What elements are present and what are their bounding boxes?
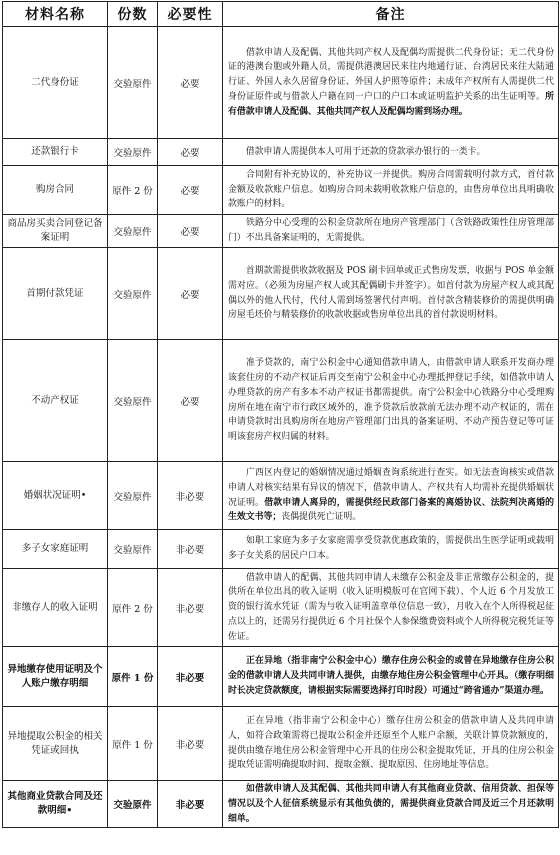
remarks-text: 首期款需提供收款收据及 POS 刷卡回单或正式售房发票，收据与 POS 单金额需对应。（必须为房屋产权人或其配偶刷卡并签字）。如首付款为房屋产权人或其配偶以外的他人代付，代付人需到场签署代付声明。首付款含精装修价的需提供明确房屋毛坯价与精装修价的收款收据或售房单位出具的首付款说明材料。	[228, 265, 554, 321]
material-name-cell: 不动产权证	[3, 340, 108, 462]
materials-table	[2, 1, 559, 828]
material-name-cell: 购房合同	[3, 166, 108, 215]
necessity-cell: 非必要	[158, 781, 223, 828]
remarks-emphasis-text: 借款申请人离异的，需提供经民政部门备案的离婚协议、法院判决离婚的生效文书等；	[228, 497, 555, 523]
necessity-cell: 必要	[158, 166, 223, 215]
necessity-cell: 必要	[158, 215, 223, 248]
remarks-cell	[223, 166, 559, 215]
remarks-cell	[223, 248, 559, 340]
copies-cell: 原件 2 份	[108, 166, 158, 215]
table-row	[3, 569, 559, 647]
necessity-cell: 必要	[158, 248, 223, 340]
remarks-text: 如职工家庭为多子女家庭需享受贷款优惠政策的，需提供出生医学证明或载明多子女关系的居民户口本。	[228, 536, 554, 561]
table-row	[3, 248, 559, 340]
remarks-text: 合同附有补充协议的，补充协议一并提供。购房合同需载明付款方式，首付款金额及收款账户信息。如购房合同未载明收款账户信息的，由售房单位出具明确收款账户的材料。	[228, 169, 554, 210]
remarks-text: 正在异地（指非南宁公积金中心）缴存住房公积金的借款申请人及共同申请人，如符合政策需将已提取公积金并还原至个人账户余额，关联计算贷款额度的，提供由缴存地住房公积金管理中心开具的住房公积金提取凭证，开具的住房公积金提取凭证需明确提取时间、提取金额、提取原因、住房地址等信息。	[228, 715, 554, 771]
necessity-cell: 必要	[158, 139, 223, 166]
remarks-text: 借款申请人需提供本人可用于还款的贷款承办银行的一类卡。	[245, 146, 486, 157]
necessity-cell: 非必要	[158, 530, 223, 569]
remarks-text: 广西区内登记的婚姻情况通过婚姻查询系统进行查实。如无法查询核实或借款申请人对核实结果有异议的情况下，借款申请人、产权共有人均需补充提供婚姻状况证明。	[228, 467, 554, 508]
table-row	[3, 530, 559, 569]
copies-cell: 交验原件	[108, 215, 158, 248]
remarks-emphasis-text: 正在异地（指非南宁公积金中心）缴存住房公积金的或曾在异地缴存住房公积金的借款申请人及共同申请人提供，由缴存地住房公积金管理中心开具。（缴存明细时长决定贷款额度，请根据实际需要选择打印时段）可通过“跨省通办”渠道办理。	[228, 656, 554, 696]
remarks-cell	[223, 569, 559, 647]
copies-cell: 交验原件	[108, 530, 158, 569]
remarks-cell	[223, 340, 559, 462]
table-body	[3, 27, 559, 828]
copies-cell: 交验原件	[108, 27, 158, 139]
material-name-cell: 多子女家庭证明	[3, 530, 108, 569]
table-row	[3, 462, 559, 530]
remarks-tail-text: 丧偶提供死亡证明。	[281, 512, 362, 523]
header-necessity: 必要性	[158, 2, 223, 27]
necessity-cell: 非必要	[158, 647, 223, 707]
table-row	[3, 707, 559, 781]
material-name-cell: 商品房买卖合同登记备案证明	[3, 215, 108, 248]
material-name-cell: 非缴存人的收入证明	[3, 569, 108, 647]
remarks-text: 借款申请人的配偶、其他共同申请人未缴存公积金及非正常缴存公积金的，提供所在单位出具的收入证明（收入证明模版可在官网下载）、个人近 6 个月发放工资的银行流水凭证（需为与收入证明盖章单位信息一致），月收入在个人所得税起征点以上的，还需另行提供近 6 个月社保个人参保缴费资料或个人所得税完税凭证等佐证。	[228, 572, 554, 642]
header-copies: 份数	[108, 2, 158, 27]
remarks-cell	[223, 530, 559, 569]
table-row	[3, 215, 559, 248]
remarks-cell	[223, 707, 559, 781]
material-name-cell: 异地缴存使用证明及个人账户缴存明细	[3, 647, 108, 707]
header-material-name: 材料名称	[3, 2, 108, 27]
copies-cell: 原件 1 份	[108, 647, 158, 707]
copies-cell: 原件 1 份	[108, 707, 158, 781]
materials-table-container	[2, 1, 558, 828]
copies-cell: 原件 2 份	[108, 569, 158, 647]
table-row	[3, 781, 559, 828]
remarks-emphasis-text: 所有借款申请人及配偶、其他共同产权人及配偶均需到场办理。	[228, 91, 554, 117]
copies-cell: 交验原件	[108, 462, 158, 530]
copies-cell: 交验原件	[108, 248, 158, 340]
copies-cell: 交验原件	[108, 139, 158, 166]
remarks-cell	[223, 462, 559, 530]
table-row	[3, 340, 559, 462]
remarks-emphasis-text: 如借款申请人及其配偶、其他共同申请人有其他商业贷款、信用贷款、担保等情况以及个人征信系统显示有其他负债的，需提供商业贷款合同及近三个月还款明细单。	[228, 784, 554, 824]
table-row	[3, 27, 559, 139]
remarks-cell	[223, 139, 559, 166]
material-name-cell: 首期付款凭证	[3, 248, 108, 340]
table-row	[3, 647, 559, 707]
remarks-text: 铁路分中心受理的公积金贷款所在地房产管理部门（含铁路政策性住房管理部门）不出具备案证明的，无需提供。	[228, 218, 554, 243]
remarks-cell	[223, 215, 559, 248]
remarks-cell	[223, 781, 559, 828]
material-name-cell: 其他商业贷款合同及还款明细•	[3, 781, 108, 828]
copies-cell: 交验原件	[108, 340, 158, 462]
copies-cell: 交验原件	[108, 781, 158, 828]
table-row	[3, 139, 559, 166]
remarks-text: 准予贷款的，南宁公积金中心通知借款申请人，由借款申请人联系开发商办理该套住房的不动产权证后再交至南宁公积金中心办理抵押登记手续，如借款申请人办理贷款的房产有多本不动产权证书都需提供。南宁公积金中心铁路分中心受理购房所在地在南宁市行政区域外的，准予贷款后放款前无法办理不动产权证的，需在申请贷款时出具购房所在地房产管理部门出具的备案证明、不动产预告登记等可证明该套房产权归属的材料。	[228, 358, 554, 443]
material-name-cell: 异地提取公积金的相关凭证或回执	[3, 707, 108, 781]
material-name-cell: 二代身份证	[3, 27, 108, 139]
remarks-cell	[223, 27, 559, 139]
table-header-row	[3, 2, 559, 27]
necessity-cell: 非必要	[158, 569, 223, 647]
remarks-text: 借款申请人及配偶、其他共同产权人及配偶均需提供二代身份证；无二代身份证的港澳台胞或外籍人员，需提供港澳居民来往内地通行证、台湾居民来往大陆通行证、外国人永久居留身份证、外国人护照等原件；未成年产权所有人需提供二代身份证原件或与借款人户籍在同一户口的户口本或证明监护关系的出生证明等。	[228, 47, 554, 102]
necessity-cell: 必要	[158, 27, 223, 139]
necessity-cell: 非必要	[158, 462, 223, 530]
remarks-cell	[223, 647, 559, 707]
header-remarks: 备注	[223, 2, 559, 27]
necessity-cell: 必要	[158, 340, 223, 462]
necessity-cell: 非必要	[158, 707, 223, 781]
material-name-cell: 婚姻状况证明•	[3, 462, 108, 530]
table-row	[3, 166, 559, 215]
material-name-cell: 还款银行卡	[3, 139, 108, 166]
